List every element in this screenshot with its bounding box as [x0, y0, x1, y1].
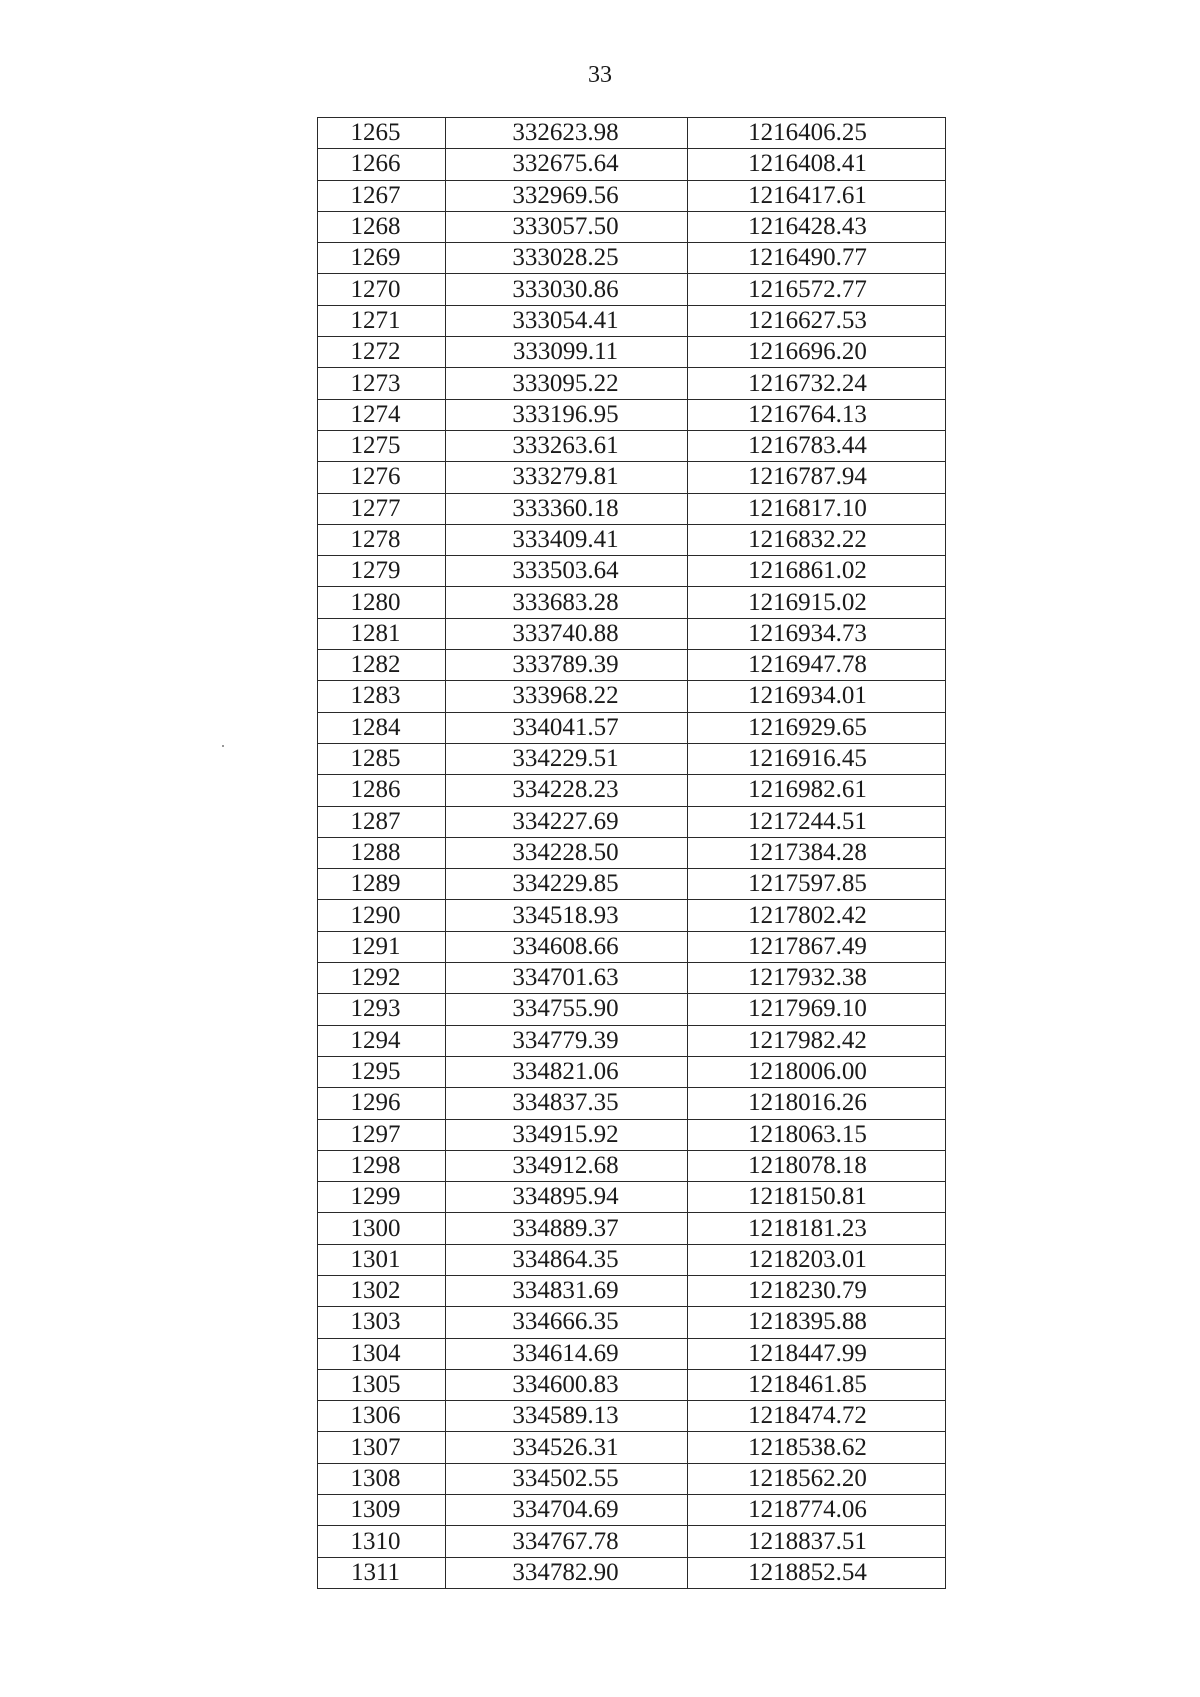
point-number-cell: 1271: [318, 305, 446, 336]
point-number-cell: 1272: [318, 337, 446, 368]
table-row: [318, 931, 946, 962]
table-row: [318, 1213, 946, 1244]
table-row: [318, 1338, 946, 1369]
x-coordinate-cell: 332623.98: [446, 118, 688, 149]
table-row: [318, 337, 946, 368]
y-coordinate-cell: 1216783.44: [688, 430, 946, 461]
x-coordinate-cell: 333503.64: [446, 556, 688, 587]
y-coordinate-cell: 1216417.61: [688, 180, 946, 211]
table-row: [318, 1526, 946, 1557]
point-number-cell: 1278: [318, 524, 446, 555]
y-coordinate-cell: 1216408.41: [688, 149, 946, 180]
y-coordinate-cell: 1216929.65: [688, 712, 946, 743]
table-row: [318, 1432, 946, 1463]
x-coordinate-cell: 332969.56: [446, 180, 688, 211]
point-number-cell: 1294: [318, 1025, 446, 1056]
point-number-cell: 1276: [318, 462, 446, 493]
point-number-cell: 1309: [318, 1495, 446, 1526]
x-coordinate-cell: 334228.50: [446, 837, 688, 868]
x-coordinate-cell: 333263.61: [446, 430, 688, 461]
x-coordinate-cell: 334229.85: [446, 869, 688, 900]
point-number-cell: 1311: [318, 1557, 446, 1588]
table-row: [318, 1244, 946, 1275]
x-coordinate-cell: 334837.35: [446, 1088, 688, 1119]
y-coordinate-cell: 1218474.72: [688, 1401, 946, 1432]
point-number-cell: 1301: [318, 1244, 446, 1275]
table-row: [318, 869, 946, 900]
x-coordinate-cell: 334821.06: [446, 1056, 688, 1087]
y-coordinate-cell: 1216817.10: [688, 493, 946, 524]
x-coordinate-cell: 334229.51: [446, 743, 688, 774]
y-coordinate-cell: 1216915.02: [688, 587, 946, 618]
table-row: [318, 493, 946, 524]
table-row: [318, 1275, 946, 1306]
x-coordinate-cell: 333740.88: [446, 618, 688, 649]
y-coordinate-cell: 1218395.88: [688, 1307, 946, 1338]
y-coordinate-cell: 1217597.85: [688, 869, 946, 900]
table-row: [318, 1025, 946, 1056]
y-coordinate-cell: 1218150.81: [688, 1182, 946, 1213]
point-number-cell: 1286: [318, 775, 446, 806]
y-coordinate-cell: 1216490.77: [688, 243, 946, 274]
point-number-cell: 1296: [318, 1088, 446, 1119]
y-coordinate-cell: 1218230.79: [688, 1275, 946, 1306]
table-row: [318, 994, 946, 1025]
point-number-cell: 1284: [318, 712, 446, 743]
table-row: [318, 1401, 946, 1432]
point-number-cell: 1277: [318, 493, 446, 524]
x-coordinate-cell: 333683.28: [446, 587, 688, 618]
y-coordinate-cell: 1218774.06: [688, 1495, 946, 1526]
point-number-cell: 1304: [318, 1338, 446, 1369]
y-coordinate-cell: 1218447.99: [688, 1338, 946, 1369]
y-coordinate-cell: 1218078.18: [688, 1150, 946, 1181]
coordinates-table: [317, 117, 946, 1589]
table-row: [318, 775, 946, 806]
x-coordinate-cell: 334782.90: [446, 1557, 688, 1588]
point-number-cell: 1290: [318, 900, 446, 931]
table-row: [318, 837, 946, 868]
x-coordinate-cell: 333054.41: [446, 305, 688, 336]
x-coordinate-cell: 334589.13: [446, 1401, 688, 1432]
x-coordinate-cell: 334608.66: [446, 931, 688, 962]
y-coordinate-cell: 1217969.10: [688, 994, 946, 1025]
x-coordinate-cell: 334915.92: [446, 1119, 688, 1150]
table-row: [318, 462, 946, 493]
table-row: [318, 587, 946, 618]
point-number-cell: 1285: [318, 743, 446, 774]
table-row: [318, 1463, 946, 1494]
table-row: [318, 118, 946, 149]
x-coordinate-cell: 333099.11: [446, 337, 688, 368]
point-number-cell: 1281: [318, 618, 446, 649]
point-number-cell: 1269: [318, 243, 446, 274]
x-coordinate-cell: 334614.69: [446, 1338, 688, 1369]
table-row: [318, 1056, 946, 1087]
x-coordinate-cell: 332675.64: [446, 149, 688, 180]
table-row: [318, 1119, 946, 1150]
point-number-cell: 1282: [318, 650, 446, 681]
x-coordinate-cell: 334704.69: [446, 1495, 688, 1526]
y-coordinate-cell: 1216982.61: [688, 775, 946, 806]
table-row: [318, 712, 946, 743]
y-coordinate-cell: 1216428.43: [688, 211, 946, 242]
table-row: [318, 149, 946, 180]
table-row: [318, 243, 946, 274]
table-row: [318, 1369, 946, 1400]
point-number-cell: 1268: [318, 211, 446, 242]
y-coordinate-cell: 1216861.02: [688, 556, 946, 587]
x-coordinate-cell: 333279.81: [446, 462, 688, 493]
point-number-cell: 1293: [318, 994, 446, 1025]
table-row: [318, 274, 946, 305]
y-coordinate-cell: 1218461.85: [688, 1369, 946, 1400]
table-row: [318, 305, 946, 336]
x-coordinate-cell: 333968.22: [446, 681, 688, 712]
point-number-cell: 1273: [318, 368, 446, 399]
y-coordinate-cell: 1216732.24: [688, 368, 946, 399]
x-coordinate-cell: 333360.18: [446, 493, 688, 524]
scan-speck: [222, 745, 224, 747]
x-coordinate-cell: 334518.93: [446, 900, 688, 931]
table-row: [318, 1557, 946, 1588]
y-coordinate-cell: 1216916.45: [688, 743, 946, 774]
point-number-cell: 1274: [318, 399, 446, 430]
x-coordinate-cell: 333028.25: [446, 243, 688, 274]
y-coordinate-cell: 1216832.22: [688, 524, 946, 555]
x-coordinate-cell: 333057.50: [446, 211, 688, 242]
point-number-cell: 1275: [318, 430, 446, 461]
x-coordinate-cell: 334912.68: [446, 1150, 688, 1181]
y-coordinate-cell: 1217802.42: [688, 900, 946, 931]
y-coordinate-cell: 1216696.20: [688, 337, 946, 368]
point-number-cell: 1267: [318, 180, 446, 211]
x-coordinate-cell: 334701.63: [446, 963, 688, 994]
table-row: [318, 650, 946, 681]
x-coordinate-cell: 334228.23: [446, 775, 688, 806]
table-row: [318, 900, 946, 931]
y-coordinate-cell: 1216934.01: [688, 681, 946, 712]
point-number-cell: 1288: [318, 837, 446, 868]
x-coordinate-cell: 334666.35: [446, 1307, 688, 1338]
y-coordinate-cell: 1217932.38: [688, 963, 946, 994]
point-number-cell: 1280: [318, 587, 446, 618]
y-coordinate-cell: 1216934.73: [688, 618, 946, 649]
table-row: [318, 399, 946, 430]
y-coordinate-cell: 1218181.23: [688, 1213, 946, 1244]
table-row: [318, 211, 946, 242]
x-coordinate-cell: 334767.78: [446, 1526, 688, 1557]
x-coordinate-cell: 333095.22: [446, 368, 688, 399]
y-coordinate-cell: 1218538.62: [688, 1432, 946, 1463]
y-coordinate-cell: 1218562.20: [688, 1463, 946, 1494]
y-coordinate-cell: 1217982.42: [688, 1025, 946, 1056]
x-coordinate-cell: 333030.86: [446, 274, 688, 305]
table-row: [318, 1495, 946, 1526]
point-number-cell: 1279: [318, 556, 446, 587]
point-number-cell: 1289: [318, 869, 446, 900]
y-coordinate-cell: 1217244.51: [688, 806, 946, 837]
x-coordinate-cell: 333789.39: [446, 650, 688, 681]
table-row: [318, 743, 946, 774]
y-coordinate-cell: 1218006.00: [688, 1056, 946, 1087]
y-coordinate-cell: 1217867.49: [688, 931, 946, 962]
y-coordinate-cell: 1218203.01: [688, 1244, 946, 1275]
point-number-cell: 1266: [318, 149, 446, 180]
point-number-cell: 1303: [318, 1307, 446, 1338]
page-number: 33: [588, 62, 612, 88]
table-row: [318, 430, 946, 461]
x-coordinate-cell: 334041.57: [446, 712, 688, 743]
table-row: [318, 963, 946, 994]
y-coordinate-cell: 1216627.53: [688, 305, 946, 336]
point-number-cell: 1291: [318, 931, 446, 962]
y-coordinate-cell: 1218063.15: [688, 1119, 946, 1150]
y-coordinate-cell: 1218852.54: [688, 1557, 946, 1588]
y-coordinate-cell: 1218016.26: [688, 1088, 946, 1119]
y-coordinate-cell: 1216572.77: [688, 274, 946, 305]
table-row: [318, 681, 946, 712]
table-row: [318, 806, 946, 837]
x-coordinate-cell: 334227.69: [446, 806, 688, 837]
y-coordinate-cell: 1217384.28: [688, 837, 946, 868]
point-number-cell: 1283: [318, 681, 446, 712]
point-number-cell: 1292: [318, 963, 446, 994]
point-number-cell: 1308: [318, 1463, 446, 1494]
table-row: [318, 1150, 946, 1181]
y-coordinate-cell: 1216764.13: [688, 399, 946, 430]
x-coordinate-cell: 334895.94: [446, 1182, 688, 1213]
x-coordinate-cell: 334502.55: [446, 1463, 688, 1494]
y-coordinate-cell: 1218837.51: [688, 1526, 946, 1557]
point-number-cell: 1310: [318, 1526, 446, 1557]
x-coordinate-cell: 334889.37: [446, 1213, 688, 1244]
point-number-cell: 1300: [318, 1213, 446, 1244]
point-number-cell: 1297: [318, 1119, 446, 1150]
point-number-cell: 1299: [318, 1182, 446, 1213]
x-coordinate-cell: 334864.35: [446, 1244, 688, 1275]
y-coordinate-cell: 1216947.78: [688, 650, 946, 681]
table-row: [318, 368, 946, 399]
point-number-cell: 1287: [318, 806, 446, 837]
table-row: [318, 618, 946, 649]
point-number-cell: 1306: [318, 1401, 446, 1432]
table-row: [318, 180, 946, 211]
point-number-cell: 1265: [318, 118, 446, 149]
x-coordinate-cell: 334831.69: [446, 1275, 688, 1306]
table-row: [318, 1307, 946, 1338]
point-number-cell: 1302: [318, 1275, 446, 1306]
table-row: [318, 1182, 946, 1213]
point-number-cell: 1298: [318, 1150, 446, 1181]
x-coordinate-cell: 333409.41: [446, 524, 688, 555]
point-number-cell: 1305: [318, 1369, 446, 1400]
y-coordinate-cell: 1216787.94: [688, 462, 946, 493]
table-row: [318, 524, 946, 555]
point-number-cell: 1307: [318, 1432, 446, 1463]
point-number-cell: 1295: [318, 1056, 446, 1087]
x-coordinate-cell: 334600.83: [446, 1369, 688, 1400]
table-row: [318, 1088, 946, 1119]
x-coordinate-cell: 334755.90: [446, 994, 688, 1025]
x-coordinate-cell: 333196.95: [446, 399, 688, 430]
x-coordinate-cell: 334526.31: [446, 1432, 688, 1463]
y-coordinate-cell: 1216406.25: [688, 118, 946, 149]
x-coordinate-cell: 334779.39: [446, 1025, 688, 1056]
point-number-cell: 1270: [318, 274, 446, 305]
table-row: [318, 556, 946, 587]
coordinates-table-body: [318, 118, 946, 1589]
